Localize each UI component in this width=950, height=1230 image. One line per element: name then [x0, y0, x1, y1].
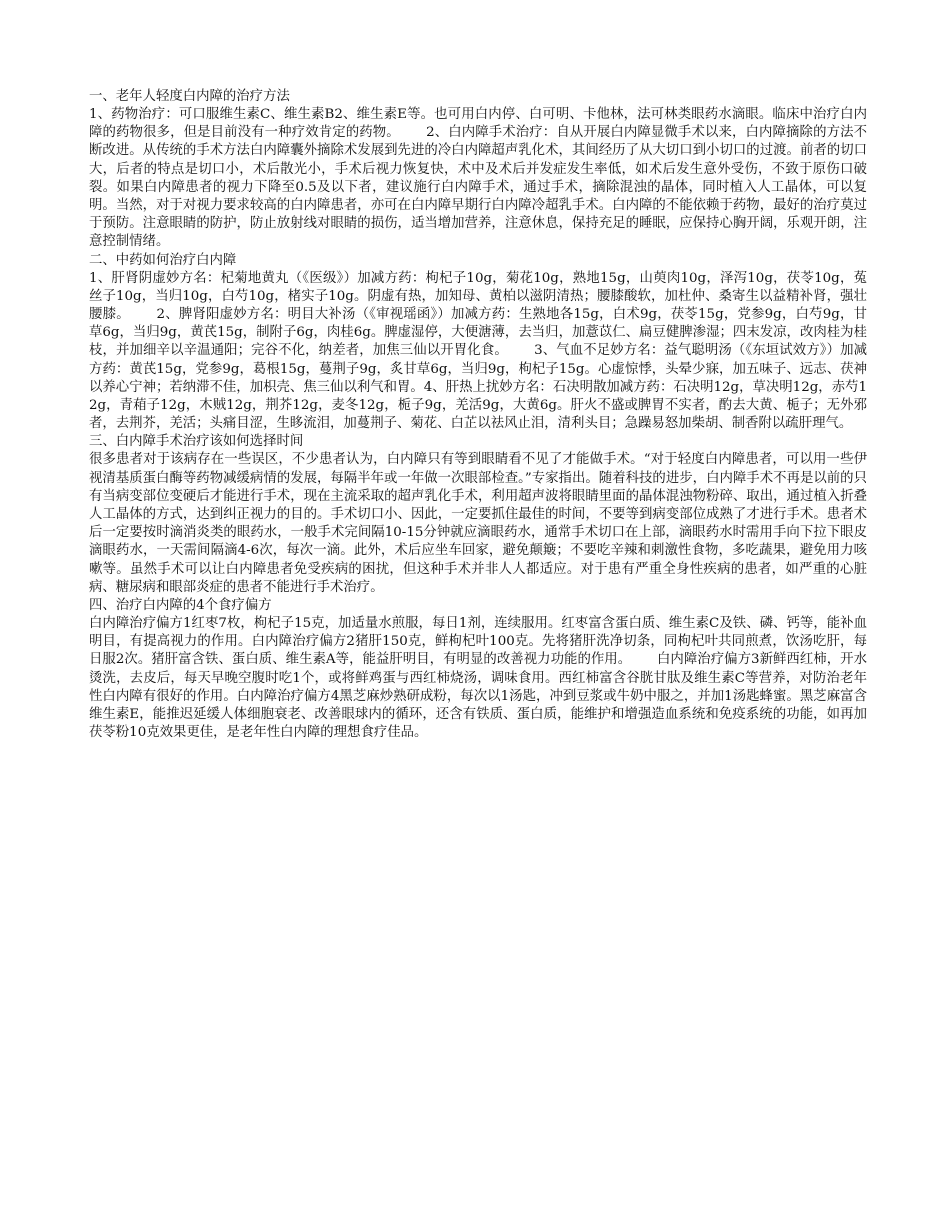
section-4-body: 白内障治疗偏方1红枣7枚，枸杞子15克，加适量水煎服，每日1剂，连续服用。红枣富含蛋白质、维生素C及铁、磷、钙等，能补血明目，有提高视力的作用。白内障治疗偏方2猪肝150克，鲜枸杞叶100克。先将猪肝洗净切条，同枸杞叶共同煎煮，饮汤吃肝，每日服2次。猪肝富含铁、蛋白质、维生素A等，能益肝明目，有明显的改善视力功能的作用。 白内障治疗偏方3新鲜西红柿，开水烫洗，去皮后，每天早晚空腹时吃1个，或将鲜鸡蛋与西红柿烧汤，调味食用。西红柿富含谷胱甘肽及维生素C等营养，对防治老年性白内障有很好的作用。白内障治疗偏方4黑芝麻炒熟研成粉，每次以1汤匙，冲到豆浆或牛奶中服之，并加1汤匙蜂蜜。黑芝麻富含维生素E，能推迟延缓人体细胞衰老、改善眼球内的循环，还含有铁质、蛋白质，能维护和增强造血系统和免疫系统的功能，如再加茯苓粉10克效果更佳，是老年性白内障的理想食疗佳品。 — [89, 616, 867, 741]
section-1-heading: 一、老年人轻度白内障的治疗方法 — [89, 89, 290, 104]
section-3-body: 很多患者对于该病存在一些误区，不少患者认为，白内障只有等到眼睛看不见了才能做手术。“对于轻度白内障患者，可以用一些伊视清基质蛋白酶等药物减缓病情的发展，每隔半年或一年做一次眼部检查。”专家指出。随着科技的进步，白内障手术不再是以前的只有当病变部位变硬后才能进行手术，现在主流采取的超声乳化手术，利用超声波将眼睛里面的晶体混浊物粉碎、取出，通过植入折叠人工晶体的方式，达到纠正视力的目的。手术切口小、因此，一定要抓住最佳的时间，不要等到病变部位成熟了才进行手术。患者术后一定要按时滴消炎类的眼药水，一般手术完间隔10-15分钟就应滴眼药水，通常手术切口在上部，滴眼药水时需用手向下拉下眼皮滴眼药水，一天需间隔滴4-6次，每次一滴。此外，术后应坐车回家，避免颠簸；不要吃辛辣和刺激性食物，多吃蔬果，避免用力咳嗽等。虽然手术可以让白内障患者免受疾病的困扰，但这种手术并非人人都适应。对于患有严重全身性疾病的患者，如严重的心脏病、糖尿病和眼部炎症的患者不能进行手术治疗。 — [89, 452, 867, 595]
document-page — [89, 88, 867, 743]
section-3-heading: 三、白内障手术治疗该如何选择时间 — [89, 434, 304, 450]
section-2-heading: 二、中药如何治疗白内障 — [89, 252, 237, 268]
section-1-body: 1、药物治疗：可口服维生素C、维生素B2、维生素E等。也可用白内停、白可明、卡他林，法可林类眼药水滴眼。临床中治疗白内障的药物很多，但是目前没有一种疗效肯定的药物。 2、白内障手术治疗：自从开展白内障显微手术以来，白内障摘除的方法不断改进。从传统的手术方法白内障囊外摘除术发展到先进的冷白内障超声乳化术，其间经历了从大切口到小切口的过渡。前者的切口大，后者的特点是切口小，术后散光小，手术后视力恢复快，术中及术后并发症发生率低，如术后发生意外受伤，不致于原伤口破裂。如果白内障患者的视力下降至0.5及以下者，建议施行白内障手术，通过手术，摘除混浊的晶体，同时植入人工晶体，可以复明。当然，对于对视力要求较高的白内障患者，亦可在白内障早期行白内障冷超乳手术。白内障的不能依赖于药物，最好的治疗莫过于预防。注意眼睛的防护，防止放射线对眼睛的损伤，适当增加营养，注意休息，保持充足的睡眠，应保持心胸开阔，乐观开朗，注意控制情绪。 — [89, 107, 867, 250]
section-2-body: 1、肝肾阴虚妙方名：杞菊地黄丸（《医级》）加减方药：枸杞子10g，菊花10g，熟地15g，山萸肉10g，泽泻10g，茯苓10g，菟丝子10g，当归10g，白芍10g，楮实子10g。阴虚有热，加知母、黄柏以滋阴清热；腰膝酸软，加杜仲、桑寄生以益精补肾，强壮腰膝。 2、脾肾阳虚妙方名：明目大补汤（《审视瑶函》）加减方药：生熟地各15g，白术9g，茯苓15g，党参9g，白芍9g，甘草6g，当归9g，黄芪15g，制附子6g，肉桂6g。脾虚湿停，大便溏薄，去当归，加薏苡仁、扁豆健脾渗湿；四末发凉，改肉桂为桂枝，并加细辛以辛温通阳；完谷不化，纳差者，加焦三仙以开胃化食。 3、气血不足妙方名：益气聪明汤（《东垣试效方》）加减方药：黄芪15g，党参9g，葛根15g，蔓荆子9g，炙甘草6g，当归9g，枸杞子15g。心虚惊悸，头晕少寐，加五味子、远志、茯神以养心宁神；若纳滞不佳，加枳壳、焦三仙以利气和胃。4、肝热上扰妙方名：石决明散加减方药：石决明12g，草决明12g，赤芍12g，青葙子12g，木贼12g，荆芥12g，麦冬12g，栀子9g，羌活9g，大黄6g。肝火不盛或脾胃不实者，酌去大黄、栀子；无外邪者，去荆芥，羌活；头痛目涩，生眵流泪，加蔓荆子、菊花、白芷以祛风止泪，清利头目；急躁易怒加柴胡、制香附以疏肝理气。 — [89, 270, 867, 432]
section-4-heading: 四、治疗白内障的4个食疗偏方 — [89, 598, 272, 614]
